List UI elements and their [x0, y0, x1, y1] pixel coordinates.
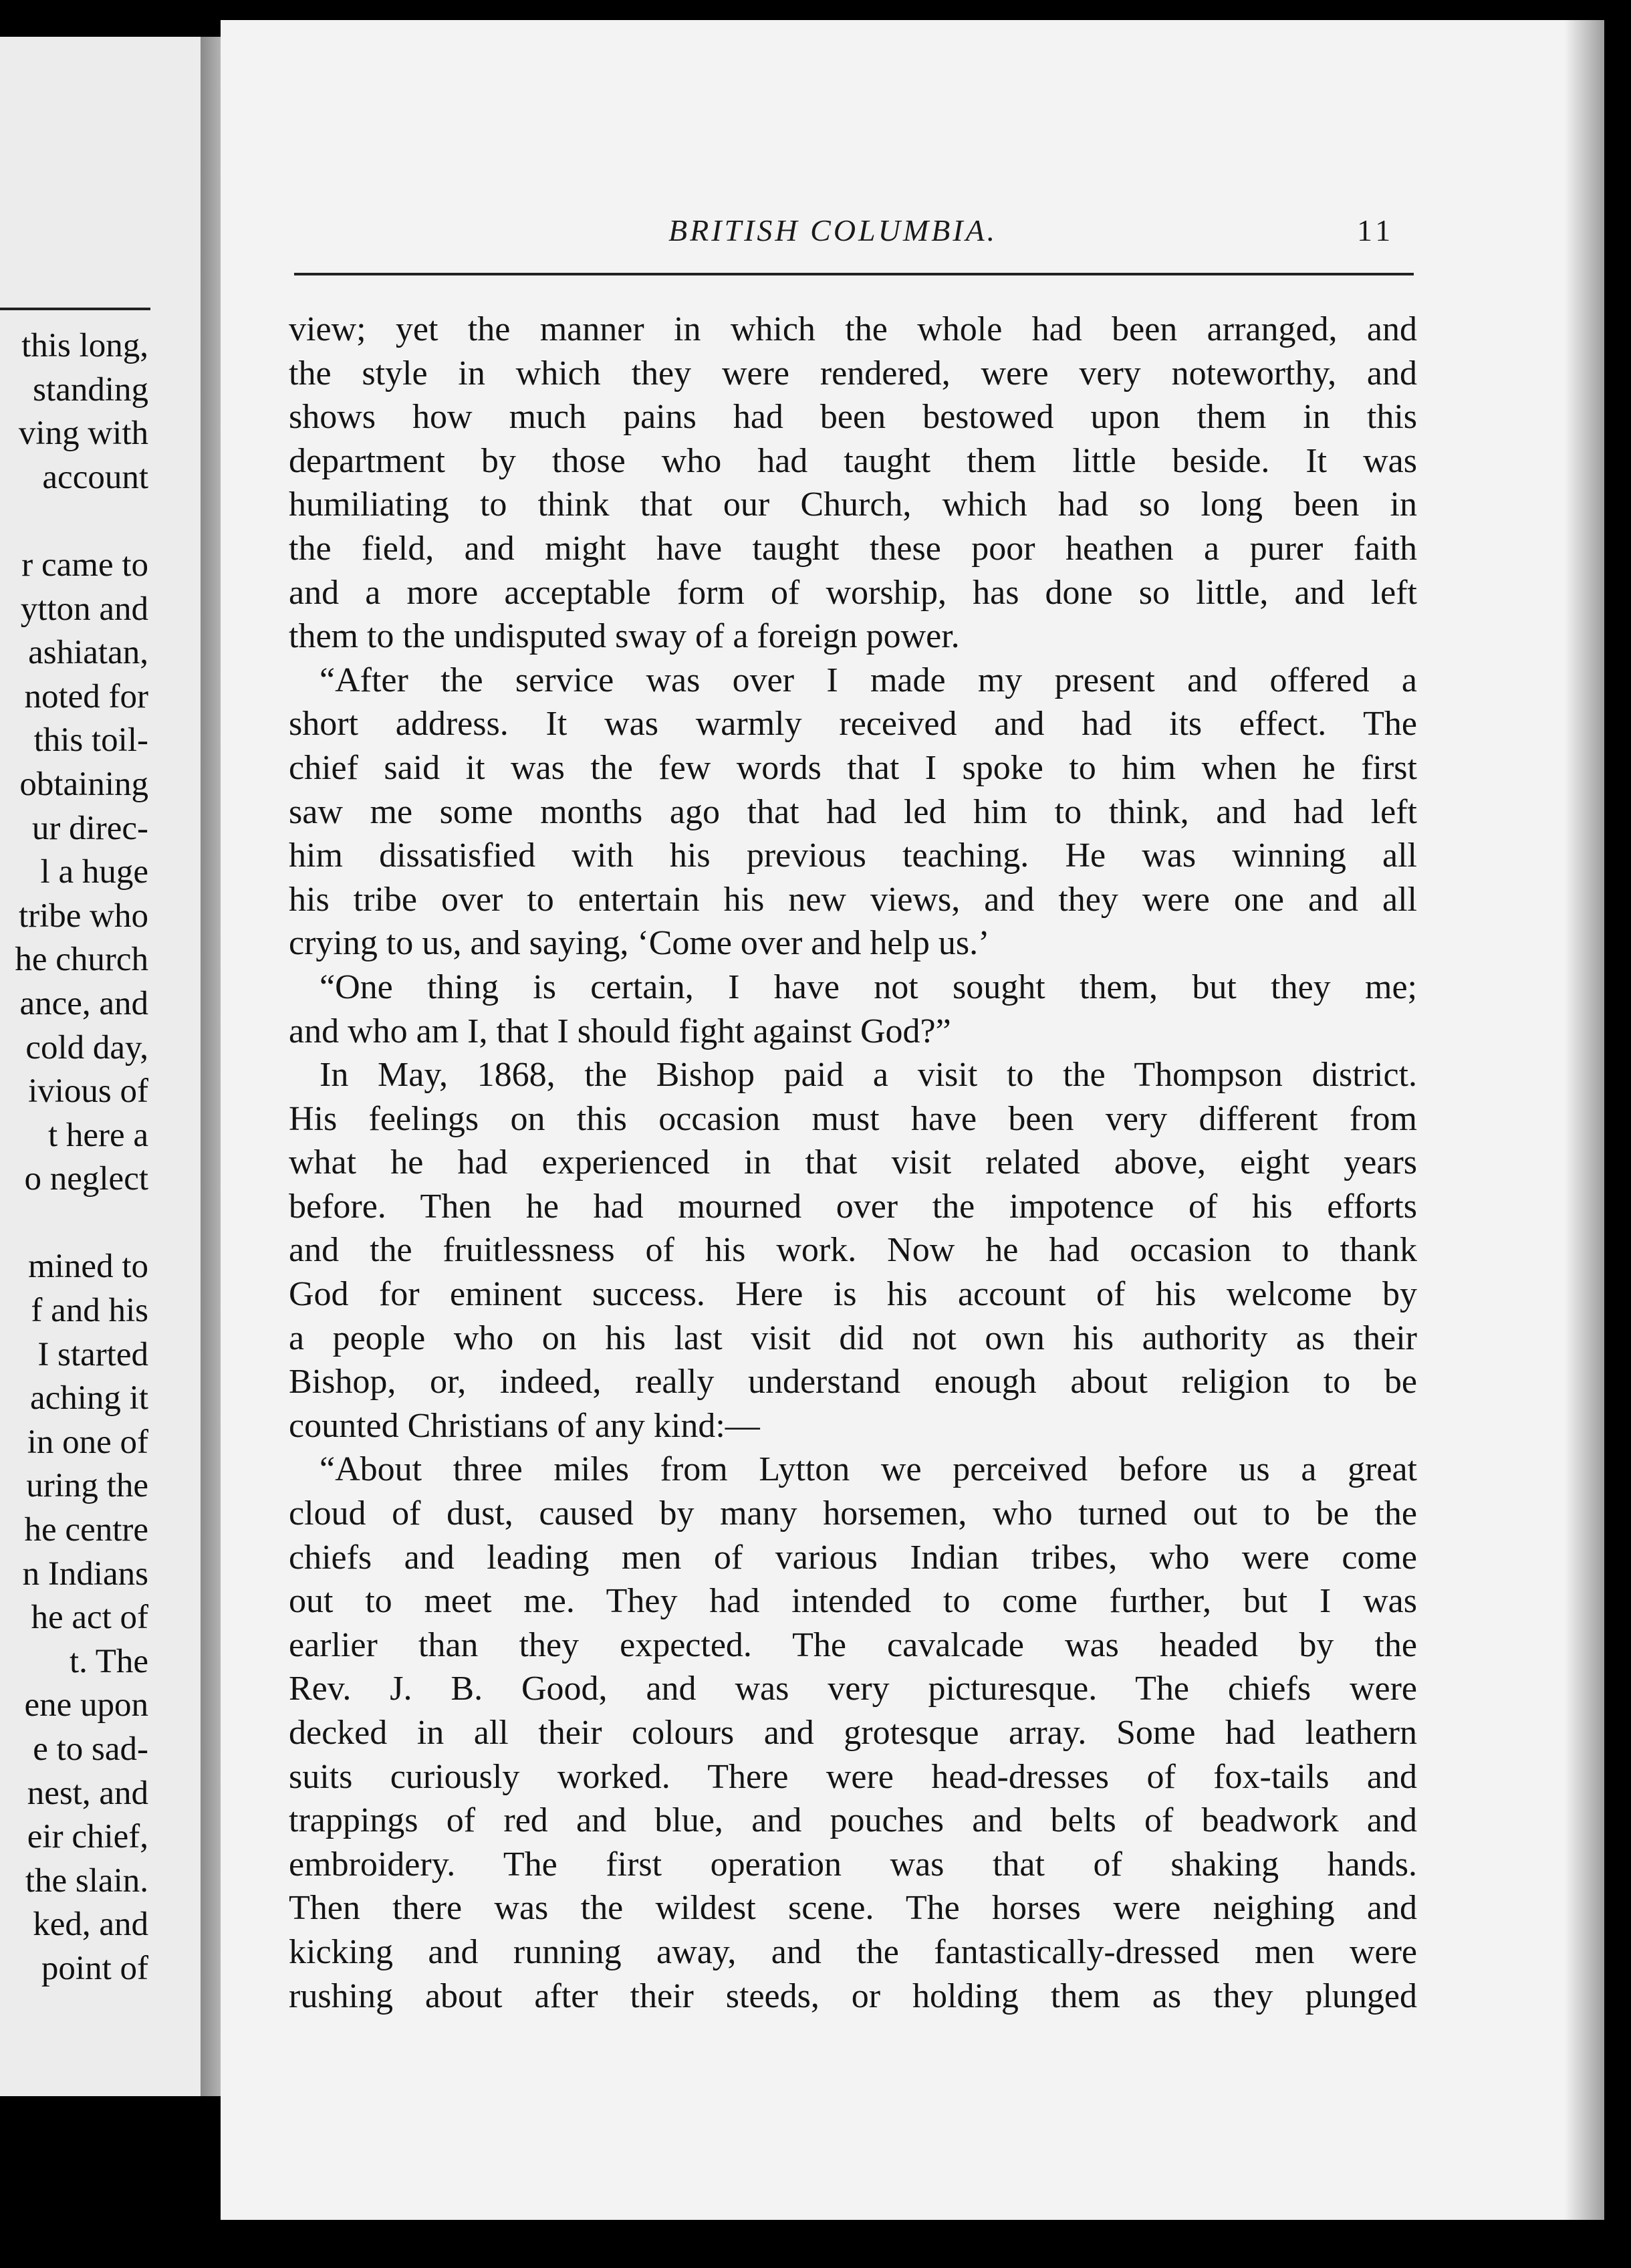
text-line: before. Then he had mourned over the impotence of his efforts — [289, 1187, 1417, 1226]
text-line: saw me some months ago that had led him to think, and had left — [289, 792, 1417, 831]
text-line: him dissatisfied with his previous teaching. He was winning all — [289, 836, 1417, 875]
running-head: BRITISH COLUMBIA. — [668, 213, 998, 247]
head-rule — [294, 273, 1414, 275]
left-page-line: in one of — [27, 1423, 148, 1461]
text-line: Then there was the wildest scene. The horses were neighing and — [289, 1889, 1417, 1928]
left-page-line: o neglect — [24, 1160, 148, 1198]
text-line: chief said it was the few words that I spoke to him when he first — [289, 748, 1417, 787]
left-page-line: ur direc- — [31, 809, 148, 847]
left-page-line: cold day, — [25, 1028, 148, 1066]
left-page-line: ivious of — [28, 1072, 148, 1111]
text-line: humiliating to think that our Church, which had so long been in — [289, 485, 1417, 524]
left-page-line: n Indians — [22, 1555, 148, 1593]
text-line: a people who on his last visit did not own his authority as their — [289, 1319, 1417, 1357]
left-page-line: ytton and — [20, 590, 148, 628]
left-page — [0, 37, 201, 2096]
left-page-line: account — [42, 458, 148, 496]
text-line: Rev. J. B. Good, and was very picturesque. The chiefs were — [289, 1670, 1417, 1708]
left-page-line: he act of — [31, 1599, 148, 1637]
left-page-line — [0, 1202, 148, 1246]
text-line: embroidery. The first operation was that of shaking hands. — [289, 1845, 1417, 1884]
left-page-line: I started — [37, 1335, 148, 1373]
left-page-line: he church — [15, 941, 148, 979]
text-line: decked in all their colours and grotesque array. Some had leathern — [289, 1714, 1417, 1752]
left-page-line: r came to — [21, 546, 148, 584]
page-number: 11 — [1357, 213, 1395, 247]
left-page-line: ving with — [18, 415, 148, 453]
left-page-line: tribe who — [18, 897, 148, 935]
page-edge-shadow — [1564, 20, 1604, 2220]
left-page-line — [0, 499, 148, 544]
left-page-line: aching it — [29, 1379, 148, 1418]
text-line: view; yet the manner in which the whole had been arranged, and — [289, 310, 1417, 348]
left-page-line: standing — [33, 370, 148, 409]
text-line: chiefs and leading men of various Indian tribes, who were come — [289, 1538, 1417, 1577]
left-page-line: ance, and — [19, 984, 148, 1022]
text-line: cloud of dust, caused by many horsemen, who turned out to be the — [289, 1494, 1417, 1533]
left-page-line: ashiatan, — [28, 634, 148, 672]
text-line: earlier than they expected. The cavalcade was headed by the — [289, 1625, 1417, 1664]
text-line: short address. It was warmly received and had its effect. The — [289, 705, 1417, 744]
text-line: Bishop, or, indeed, really understand enough about religion to be — [289, 1363, 1417, 1401]
left-page-line: ene upon — [24, 1686, 148, 1724]
right-page — [221, 20, 1604, 2220]
text-line: what he had experienced in that visit related above, eight years — [289, 1143, 1417, 1182]
left-page-line: uring the — [26, 1467, 148, 1505]
text-line: crying to us, and saying, ‘Come over and help us.’ — [289, 924, 990, 963]
text-line: and a more acceptable form of worship, has done so little, and left — [289, 573, 1417, 612]
left-page-line: f and his — [31, 1292, 148, 1330]
left-page-line: this long, — [21, 327, 148, 364]
left-page-line: ked, and — [33, 1906, 148, 1944]
left-page-line: nest, and — [27, 1774, 148, 1812]
text-line: trappings of red and blue, and pouches and belts of beadwork and — [289, 1801, 1417, 1840]
left-page-line: noted for — [24, 677, 148, 715]
text-line: “One thing is certain, I have not sought them, but they me; — [320, 968, 1417, 1006]
left-page-line: this toil- — [33, 721, 148, 760]
text-line: and the fruitlessness of his work. Now he had occasion to thank — [289, 1231, 1417, 1270]
text-line: “About three miles from Lytton we perceived before us a great — [320, 1450, 1417, 1489]
left-page-line: point of — [41, 1949, 148, 1987]
left-page-line: e to sad- — [33, 1730, 148, 1768]
left-page-line: t here a — [47, 1116, 148, 1154]
text-line: them to the undisputed sway of a foreign power. — [289, 617, 960, 656]
text-line: out to meet me. They had intended to come further, but I was — [289, 1582, 1417, 1621]
left-page-text — [0, 324, 148, 1991]
left-page-line: he centre — [24, 1511, 148, 1549]
left-page-line: t. The — [69, 1642, 148, 1680]
left-page-line: l a huge — [40, 853, 148, 891]
text-line: the style in which they were rendered, were very noteworthy, and — [289, 354, 1417, 392]
text-line: His feelings on this occasion must have been very different from — [289, 1099, 1417, 1138]
left-page-line: the slain. — [25, 1861, 148, 1900]
text-line: department by those who had taught them little beside. It was — [289, 441, 1417, 480]
text-line: suits curiously worked. There were head-dresses of fox-tails and — [289, 1757, 1417, 1796]
text-line: God for eminent success. Here is his account of his welcome by — [289, 1275, 1417, 1314]
text-line: shows how much pains had been bestowed upon them in this — [289, 398, 1417, 437]
left-page-line: eir chief, — [27, 1818, 148, 1856]
text-line: “After the service was over I made my present and offered a — [320, 661, 1417, 699]
left-page-line: mined to — [28, 1248, 148, 1286]
body-text — [289, 308, 1417, 2018]
text-line: his tribe over to entertain his new views, and they were one and all — [289, 880, 1417, 919]
text-line: In May, 1868, the Bishop paid a visit to the Thompson district. — [320, 1056, 1417, 1095]
text-line: the field, and might have taught these poor heathen a purer faith — [289, 529, 1417, 568]
left-page-line: obtaining — [19, 765, 148, 803]
left-page-head-rule — [0, 308, 150, 310]
text-line: counted Christians of any kind:— — [289, 1406, 760, 1445]
text-line: rushing about after their steeds, or holding them as they plunged — [289, 1976, 1417, 2015]
text-line: and who am I, that I should fight against God?” — [289, 1012, 951, 1050]
text-line: kicking and running away, and the fantastically-dressed men were — [289, 1932, 1417, 1971]
